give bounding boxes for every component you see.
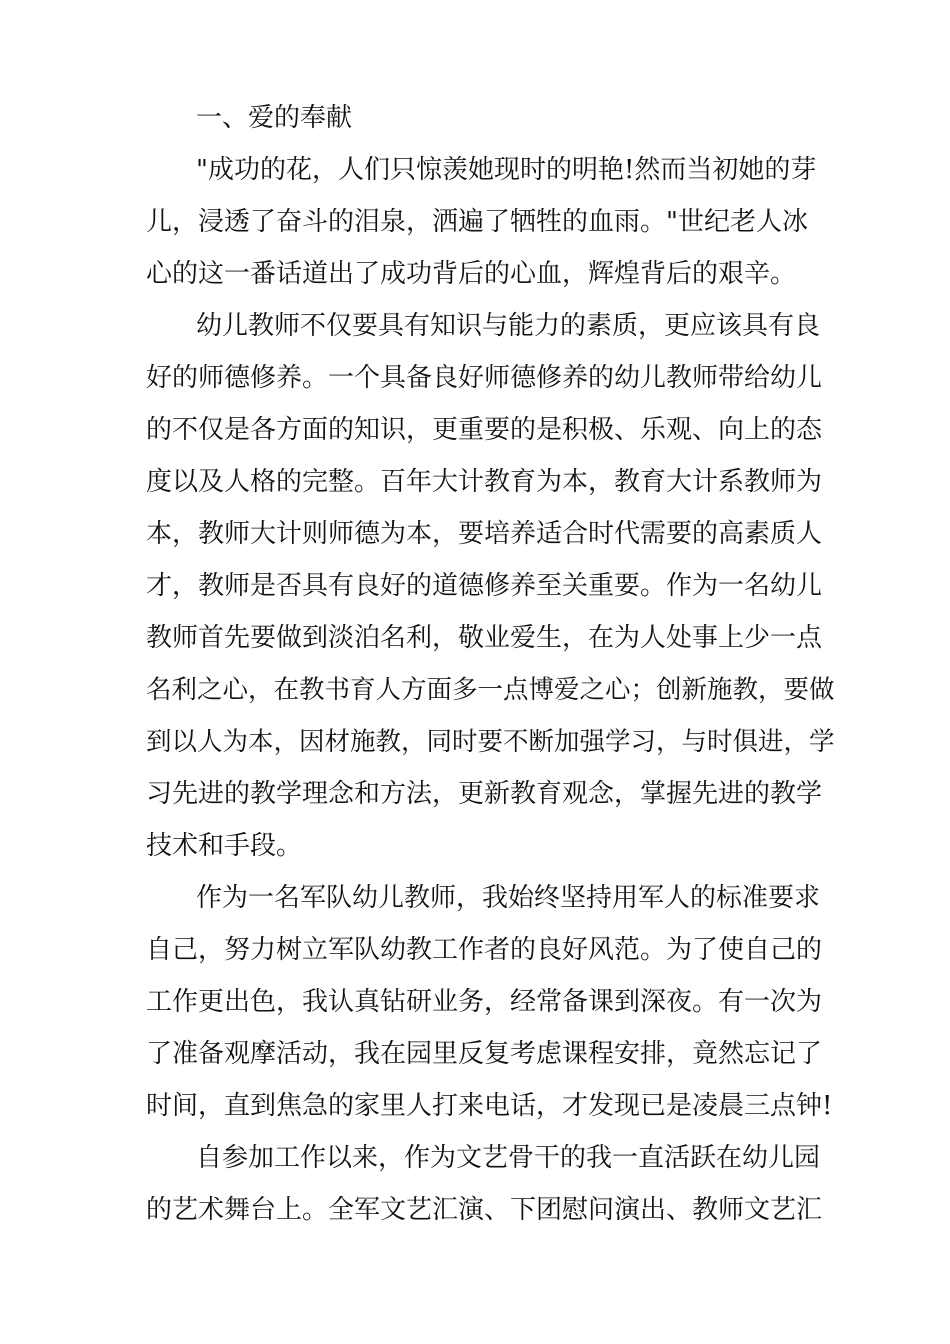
paragraph-line: 才，教师是否具有良好的道德修养至关重要。作为一名幼儿 (146, 571, 823, 601)
paragraph-line: 幼儿教师不仅要具有知识与能力的素质，更应该具有良 (196, 311, 821, 341)
paragraph-line: "成功的花，人们只惊羡她现时的明艳!然而当初她的芽 (196, 155, 817, 185)
paragraph-line: 了准备观摩活动，我在园里反复考虑课程安排，竟然忘记了 (146, 1039, 823, 1069)
paragraph-line: 到以人为本，因材施教，同时要不断加强学习，与时俱进，学 (146, 727, 835, 757)
paragraph-line: 好的师德修养。一个具备良好师德修养的幼儿教师带给幼儿 (146, 363, 823, 393)
paragraph-line: 工作更出色，我认真钻研业务，经常备课到深夜。有一次为 (146, 987, 823, 1017)
paragraph-line: 教师首先要做到淡泊名利，敬业爱生，在为人处事上少一点 (146, 623, 823, 653)
paragraph-line: 自己，努力树立军队幼教工作者的良好风范。为了使自己的 (146, 935, 823, 965)
paragraph-line: 心的这一番话道出了成功背后的心血，辉煌背后的艰辛。 (146, 259, 797, 289)
paragraph-line: 度以及人格的完整。百年大计教育为本，教育大计系教师为 (146, 467, 823, 497)
paragraph-line: 技术和手段。 (146, 831, 303, 861)
paragraph-line: 儿，浸透了奋斗的泪泉，洒遍了牺牲的血雨。"世纪老人冰 (146, 207, 808, 237)
paragraph-line: 作为一名军队幼儿教师，我始终坚持用军人的标准要求 (196, 883, 821, 913)
paragraph-line: 本，教师大计则师德为本，要培养适合时代需要的高素质人 (146, 519, 823, 549)
paragraph-line: 时间，直到焦急的家里人打来电话，才发现已是凌晨三点钟! (146, 1091, 833, 1121)
paragraph-line: 习先进的教学理念和方法，更新教育观念，掌握先进的教学 (146, 779, 823, 809)
paragraph-line: 自参加工作以来，作为文艺骨干的我一直活跃在幼儿园 (196, 1143, 821, 1173)
paragraph-line: 名利之心，在教书育人方面多一点博爱之心；创新施教，要做 (146, 675, 835, 705)
paragraph-line: 的艺术舞台上。全军文艺汇演、下团慰问演出、教师文艺汇 (146, 1195, 823, 1225)
section-heading: 一、爱的奉献 (196, 103, 353, 133)
paragraph-line: 的不仅是各方面的知识，更重要的是积极、乐观、向上的态 (146, 415, 823, 445)
